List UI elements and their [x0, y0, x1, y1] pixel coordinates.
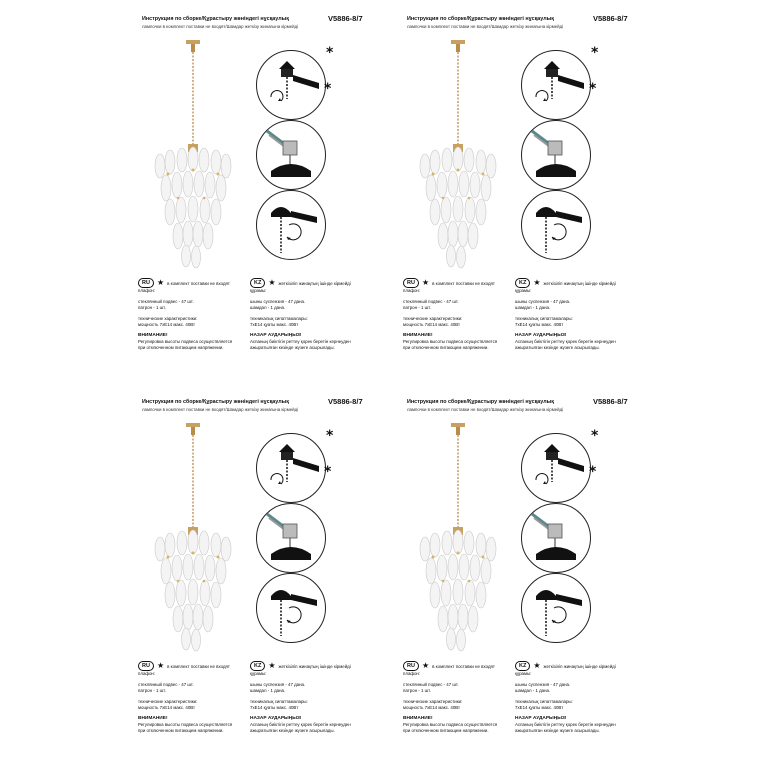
sheet-subtitle: лампочки в комплект поставки не входят/Шамдар жеткізу жинағына кірмейді — [142, 24, 299, 29]
chandelier-illustration — [138, 40, 248, 280]
kz-warning-title: НАЗАР АУДАРЫҢЫЗ! — [250, 333, 302, 338]
ru-warning-line-2: при отключенном питающем напряжении. — [403, 728, 489, 733]
kz-warning-line-2: ажыратылған кезінде жүзеге асырылады. — [250, 345, 335, 350]
ru-language-badge: RU — [403, 278, 419, 288]
step-3-diagram — [521, 573, 591, 643]
ru-tech-title: технические характеристики: — [403, 699, 463, 704]
ru-star-icon: ★ — [156, 661, 165, 670]
ru-star-note: в комплект поставки не входят — [167, 663, 230, 669]
kz-warning-line-1: Аспаның биіктігін реттеу қорек беретін кернеуден — [250, 722, 351, 727]
chandelier-illustration — [138, 423, 248, 663]
instruction-sheet-3 — [128, 393, 378, 753]
ru-star-icon: ★ — [156, 278, 165, 287]
ru-tech-title: технические характеристики: — [138, 699, 198, 704]
kz-warning-title: НАЗАР АУДАРЫҢЫЗ! — [250, 716, 302, 721]
step-3-diagram — [256, 573, 326, 643]
ru-warning-line-1: Регулировка высоты подвеса осуществляется — [403, 339, 498, 344]
ru-language-badge: RU — [138, 278, 154, 288]
kz-section — [515, 278, 625, 351]
kz-socket: шамдал - 1 дана. — [250, 305, 286, 310]
model-code: V5886-8/7 — [328, 397, 363, 406]
kz-language-badge: KZ — [250, 278, 265, 288]
ru-tech-power: мощность 7xE14 макс. 40Вт — [403, 705, 461, 710]
kz-star-note: жеткізіліп жинақтың ішінде кірмейді — [543, 280, 616, 286]
kz-tech-power: 7xE14 қуаты макс. 40Вт — [515, 705, 564, 710]
kz-socket: шамдал - 1 дана. — [515, 305, 551, 310]
kz-section — [250, 661, 360, 734]
kz-tech-power: 7xE14 қуаты макс. 40Вт — [515, 322, 564, 327]
step-marker-1: * — [591, 45, 599, 61]
ru-shades: стеклянный подвес - 47 шт. — [403, 299, 459, 304]
step-marker-2: * — [324, 464, 332, 480]
ru-warning-title: ВНИМАНИЕ! — [138, 333, 168, 338]
ru-warning-line-1: Регулировка высоты подвеса осуществляется — [403, 722, 498, 727]
kz-tech-power: 7xE14 қуаты макс. 40Вт — [250, 705, 299, 710]
ru-label: плафон: — [138, 671, 156, 676]
ru-star-note: в комплект поставки не входят — [432, 280, 495, 286]
model-code: V5886-8/7 — [593, 14, 628, 23]
ru-tech-power: мощность 7xE14 макс. 40Вт — [138, 322, 196, 327]
kz-star-icon: ★ — [533, 278, 541, 287]
kz-tech-power: 7xE14 қуаты макс. 40Вт — [250, 322, 299, 327]
step-marker-2: * — [589, 464, 597, 480]
ru-shades: стеклянный подвес - 47 шт. — [138, 299, 194, 304]
kz-shades: шыны суспензия - 47 дана. — [250, 682, 306, 687]
kz-socket: шамдал - 1 дана. — [515, 688, 551, 693]
kz-language-badge: KZ — [250, 661, 265, 671]
sheet-subtitle: лампочки в комплект поставки не входят/Шамдар жеткізу жинағына кірмейді — [407, 24, 564, 29]
kz-language-badge: KZ — [515, 278, 530, 288]
kz-label: құрамы: — [515, 671, 532, 676]
step-1-diagram — [256, 433, 326, 503]
ru-warning-title: ВНИМАНИЕ! — [403, 716, 433, 721]
step-marker-1: * — [326, 45, 334, 61]
kz-label: құрамы: — [250, 671, 267, 676]
ru-label: плафон: — [403, 671, 421, 676]
kz-warning-title: НАЗАР АУДАРЫҢЫЗ! — [515, 716, 567, 721]
kz-label: құрамы: — [515, 288, 532, 293]
kz-star-icon: ★ — [268, 661, 276, 670]
sheet-title: Инструкция по сборке/Құрастыру жөніндегі нұсқаулық — [407, 399, 554, 405]
kz-warning-line-1: Аспаның биіктігін реттеу қорек беретін кернеуден — [515, 722, 616, 727]
ru-section — [403, 661, 513, 734]
kz-star-note: жеткізіліп жинақтың ішінде кірмейді — [278, 663, 351, 669]
ru-tech-power: мощность 7xE14 макс. 40Вт — [138, 705, 196, 710]
kz-shades: шыны суспензия - 47 дана. — [515, 682, 571, 687]
kz-star-icon: ★ — [268, 278, 276, 287]
ru-star-note: в комплект поставки не входят — [167, 280, 230, 286]
ru-warning-line-2: при отключенном питающем напряжении. — [403, 345, 489, 350]
ru-language-badge: RU — [138, 661, 154, 671]
ru-label: плафон: — [138, 288, 156, 293]
ru-section — [138, 661, 248, 734]
kz-section — [250, 278, 360, 351]
ru-socket: патрон - 1 шт. — [403, 305, 431, 310]
ru-warning-line-2: при отключенном питающем напряжении. — [138, 728, 224, 733]
kz-tech-title: техникалық сипаттамалары: — [515, 316, 573, 321]
step-1-diagram — [521, 50, 591, 120]
step-1-diagram — [521, 433, 591, 503]
ru-tech-title: технические характеристики: — [138, 316, 198, 321]
kz-warning-line-2: ажыратылған кезінде жүзеге асырылады. — [515, 345, 600, 350]
ru-tech-power: мощность 7xE14 макс. 40Вт — [403, 322, 461, 327]
ru-warning-line-2: при отключенном питающем напряжении. — [138, 345, 224, 350]
step-2-diagram — [521, 120, 591, 190]
kz-socket: шамдал - 1 дана. — [250, 688, 286, 693]
ru-socket: патрон - 1 шт. — [403, 688, 431, 693]
kz-warning-line-1: Аспаның биіктігін реттеу қорек беретін кернеуден — [250, 339, 351, 344]
chandelier-illustration — [403, 423, 513, 663]
step-2-diagram — [256, 120, 326, 190]
ru-warning-line-1: Регулировка высоты подвеса осуществляется — [138, 722, 233, 727]
ru-language-badge: RU — [403, 661, 419, 671]
kz-warning-title: НАЗАР АУДАРЫҢЫЗ! — [515, 333, 567, 338]
kz-tech-title: техникалық сипаттамалары: — [250, 316, 308, 321]
ru-star-note: в комплект поставки не входят — [432, 663, 495, 669]
kz-warning-line-1: Аспаның биіктігін реттеу қорек беретін кернеуден — [515, 339, 616, 344]
instruction-sheet-1 — [128, 10, 378, 370]
ru-tech-title: технические характеристики: — [403, 316, 463, 321]
ru-shades: стеклянный подвес - 47 шт. — [138, 682, 194, 687]
ru-shades: стеклянный подвес - 47 шт. — [403, 682, 459, 687]
kz-tech-title: техникалық сипаттамалары: — [250, 699, 308, 704]
chandelier-illustration — [403, 40, 513, 280]
step-marker-1: * — [591, 428, 599, 444]
ru-star-icon: ★ — [421, 661, 430, 670]
kz-tech-title: техникалық сипаттамалары: — [515, 699, 573, 704]
model-code: V5886-8/7 — [328, 14, 363, 23]
model-code: V5886-8/7 — [593, 397, 628, 406]
ru-warning-title: ВНИМАНИЕ! — [138, 716, 168, 721]
step-2-diagram — [256, 503, 326, 573]
kz-warning-line-2: ажыратылған кезінде жүзеге асырылады. — [515, 728, 600, 733]
step-1-diagram — [256, 50, 326, 120]
ru-section — [138, 278, 248, 351]
step-marker-1: * — [326, 428, 334, 444]
kz-warning-line-2: ажыратылған кезінде жүзеге асырылады. — [250, 728, 335, 733]
kz-shades: шыны суспензия - 47 дана. — [250, 299, 306, 304]
ru-warning-title: ВНИМАНИЕ! — [403, 333, 433, 338]
sheet-title: Инструкция по сборке/Құрастыру жөніндегі нұсқаулық — [407, 16, 554, 22]
step-marker-2: * — [324, 81, 332, 97]
ru-socket: патрон - 1 шт. — [138, 305, 166, 310]
instruction-sheet-2 — [393, 10, 643, 370]
kz-star-note: жеткізіліп жинақтың ішінде кірмейді — [543, 663, 616, 669]
sheet-title: Инструкция по сборке/Құрастыру жөніндегі нұсқаулық — [142, 399, 289, 405]
ru-warning-line-1: Регулировка высоты подвеса осуществляется — [138, 339, 233, 344]
step-marker-2: * — [589, 81, 597, 97]
kz-language-badge: KZ — [515, 661, 530, 671]
kz-shades: шыны суспензия - 47 дана. — [515, 299, 571, 304]
step-3-diagram — [521, 190, 591, 260]
ru-section — [403, 278, 513, 351]
ru-star-icon: ★ — [421, 278, 430, 287]
step-3-diagram — [256, 190, 326, 260]
kz-star-note: жеткізіліп жинақтың ішінде кірмейді — [278, 280, 351, 286]
sheet-subtitle: лампочки в комплект поставки не входят/Шамдар жеткізу жинағына кірмейді — [407, 407, 564, 412]
step-2-diagram — [521, 503, 591, 573]
instruction-sheet-4 — [393, 393, 643, 753]
ru-label: плафон: — [403, 288, 421, 293]
sheet-subtitle: лампочки в комплект поставки не входят/Шамдар жеткізу жинағына кірмейді — [142, 407, 299, 412]
ru-socket: патрон - 1 шт. — [138, 688, 166, 693]
kz-star-icon: ★ — [533, 661, 541, 670]
sheet-title: Инструкция по сборке/Құрастыру жөніндегі нұсқаулық — [142, 16, 289, 22]
kz-section — [515, 661, 625, 734]
kz-label: құрамы: — [250, 288, 267, 293]
